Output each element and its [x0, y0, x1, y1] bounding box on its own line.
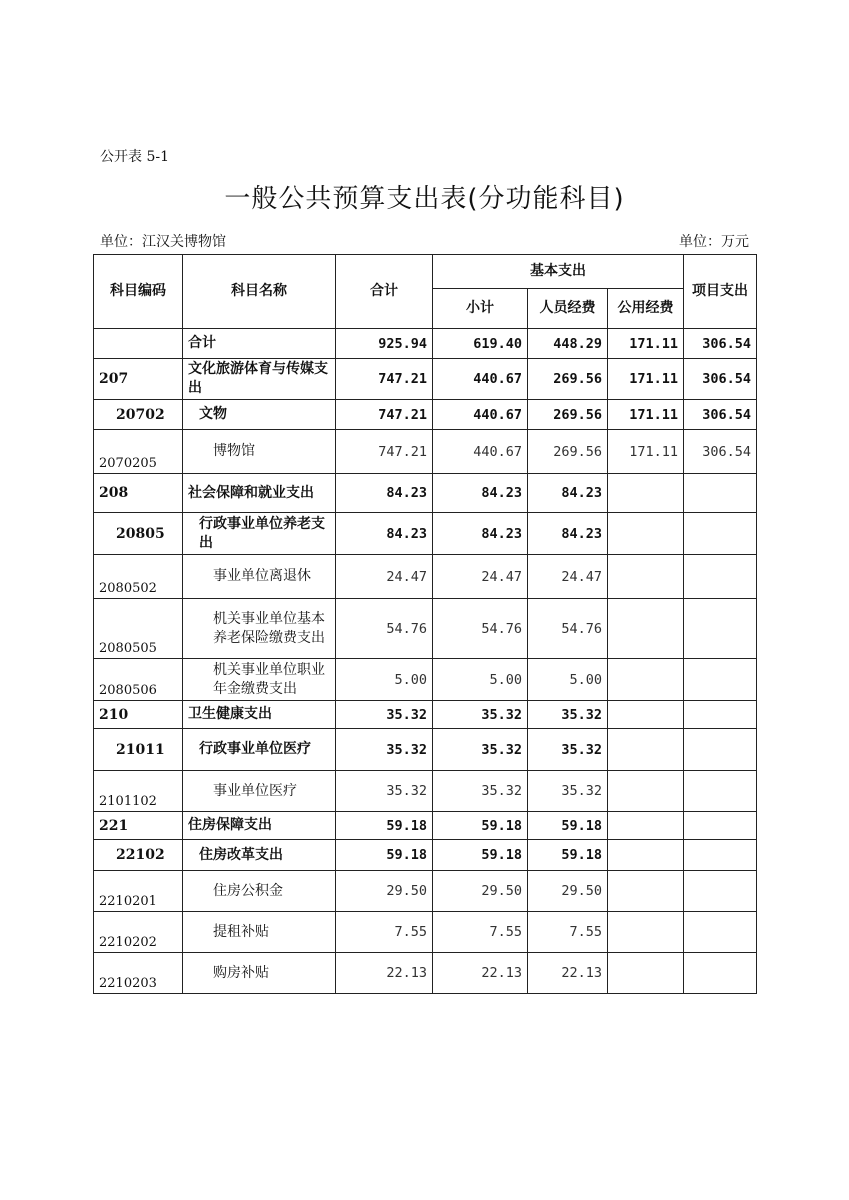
form-number: 公开表 5-1 [100, 149, 169, 165]
row-name: 行政事业单位医疗 [183, 729, 336, 771]
row-personnel: 269.56 [528, 359, 608, 400]
row-project [684, 729, 757, 771]
row-name: 事业单位离退休 [183, 555, 336, 599]
row-public [608, 729, 684, 771]
row-total: 5.00 [336, 659, 433, 701]
row-personnel: 7.55 [528, 912, 608, 953]
row-name: 住房改革支出 [183, 840, 336, 871]
row-personnel: 29.50 [528, 871, 608, 912]
col-header-project: 项目支出 [684, 255, 757, 329]
table-header [94, 255, 757, 329]
row-total: 925.94 [336, 329, 433, 359]
row-total: 59.18 [336, 812, 433, 840]
row-name: 博物馆 [183, 430, 336, 474]
row-total: 7.55 [336, 912, 433, 953]
row-personnel: 5.00 [528, 659, 608, 701]
table-row [94, 812, 757, 840]
row-code: 2070205 [94, 430, 183, 474]
table-row [94, 871, 757, 912]
table-row [94, 474, 757, 513]
row-personnel: 35.32 [528, 729, 608, 771]
row-name: 住房公积金 [183, 871, 336, 912]
table-row [94, 701, 757, 729]
row-personnel: 24.47 [528, 555, 608, 599]
row-subtotal: 84.23 [433, 513, 528, 555]
row-name: 文物 [183, 400, 336, 430]
row-personnel: 448.29 [528, 329, 608, 359]
row-personnel: 35.32 [528, 701, 608, 729]
row-project: 306.54 [684, 359, 757, 400]
row-subtotal: 35.32 [433, 771, 528, 812]
row-code: 2080502 [94, 555, 183, 599]
row-personnel: 35.32 [528, 771, 608, 812]
table-body [94, 329, 757, 994]
row-personnel: 22.13 [528, 953, 608, 994]
page-title: 一般公共预算支出表(分功能科目) [224, 184, 625, 214]
row-code: 2210201 [94, 871, 183, 912]
row-code [94, 329, 183, 359]
col-header-code: 科目编码 [94, 255, 183, 329]
row-subtotal: 59.18 [433, 812, 528, 840]
row-subtotal: 59.18 [433, 840, 528, 871]
row-personnel: 269.56 [528, 400, 608, 430]
row-subtotal: 54.76 [433, 599, 528, 659]
table-row [94, 400, 757, 430]
row-code: 2101102 [94, 771, 183, 812]
row-subtotal: 29.50 [433, 871, 528, 912]
row-project [684, 771, 757, 812]
table-row [94, 555, 757, 599]
row-code: 208 [94, 474, 183, 513]
row-public: 171.11 [608, 400, 684, 430]
row-code: 2210203 [94, 953, 183, 994]
row-project [684, 953, 757, 994]
row-public [608, 812, 684, 840]
row-public: 171.11 [608, 430, 684, 474]
row-public [608, 912, 684, 953]
col-header-total: 合计 [336, 255, 433, 329]
row-name: 行政事业单位养老支出 [183, 513, 336, 555]
row-project [684, 599, 757, 659]
row-code: 22102 [94, 840, 183, 871]
row-subtotal: 22.13 [433, 953, 528, 994]
table-row [94, 771, 757, 812]
table-row [94, 912, 757, 953]
col-header-public: 公用经费 [608, 289, 684, 329]
row-public [608, 513, 684, 555]
col-header-basic: 基本支出 [433, 255, 684, 289]
row-name: 社会保障和就业支出 [183, 474, 336, 513]
row-personnel: 84.23 [528, 513, 608, 555]
row-project: 306.54 [684, 430, 757, 474]
row-total: 84.23 [336, 513, 433, 555]
row-total: 747.21 [336, 400, 433, 430]
row-public [608, 771, 684, 812]
row-subtotal: 619.40 [433, 329, 528, 359]
table-row [94, 513, 757, 555]
row-code: 210 [94, 701, 183, 729]
row-name: 提租补贴 [183, 912, 336, 953]
table-row [94, 599, 757, 659]
row-project [684, 840, 757, 871]
row-name: 住房保障支出 [183, 812, 336, 840]
row-project [684, 871, 757, 912]
row-total: 35.32 [336, 771, 433, 812]
row-name: 文化旅游体育与传媒支出 [183, 359, 336, 400]
row-total: 35.32 [336, 701, 433, 729]
row-name: 卫生健康支出 [183, 701, 336, 729]
row-personnel: 59.18 [528, 812, 608, 840]
row-name: 机关事业单位职业年金缴费支出 [183, 659, 336, 701]
row-project: 306.54 [684, 400, 757, 430]
row-subtotal: 35.32 [433, 701, 528, 729]
budget-table [93, 254, 757, 994]
row-code: 2080505 [94, 599, 183, 659]
row-project: 306.54 [684, 329, 757, 359]
row-subtotal: 5.00 [433, 659, 528, 701]
unit-organization: 单位：江汉关博物馆 [100, 234, 226, 250]
table-row [94, 953, 757, 994]
row-public [608, 840, 684, 871]
row-public: 171.11 [608, 359, 684, 400]
col-header-subtotal: 小计 [433, 289, 528, 329]
table-row [94, 329, 757, 359]
row-subtotal: 35.32 [433, 729, 528, 771]
row-project [684, 555, 757, 599]
row-code: 2080506 [94, 659, 183, 701]
row-code: 207 [94, 359, 183, 400]
row-subtotal: 440.67 [433, 400, 528, 430]
row-code: 221 [94, 812, 183, 840]
row-personnel: 84.23 [528, 474, 608, 513]
row-name: 事业单位医疗 [183, 771, 336, 812]
row-name: 购房补贴 [183, 953, 336, 994]
row-subtotal: 84.23 [433, 474, 528, 513]
col-header-name: 科目名称 [183, 255, 336, 329]
row-total: 747.21 [336, 430, 433, 474]
row-public [608, 953, 684, 994]
row-project [684, 513, 757, 555]
row-total: 35.32 [336, 729, 433, 771]
table-row [94, 729, 757, 771]
table-row [94, 359, 757, 400]
col-header-personnel: 人员经费 [528, 289, 608, 329]
row-project [684, 474, 757, 513]
row-public [608, 871, 684, 912]
row-public [608, 555, 684, 599]
table-row [94, 659, 757, 701]
row-personnel: 54.76 [528, 599, 608, 659]
row-total: 54.76 [336, 599, 433, 659]
row-subtotal: 440.67 [433, 359, 528, 400]
row-public [608, 659, 684, 701]
row-subtotal: 7.55 [433, 912, 528, 953]
table-row [94, 840, 757, 871]
row-project [684, 912, 757, 953]
row-subtotal: 440.67 [433, 430, 528, 474]
row-code: 21011 [94, 729, 183, 771]
row-name: 合计 [183, 329, 336, 359]
row-project [684, 812, 757, 840]
row-project [684, 701, 757, 729]
row-total: 24.47 [336, 555, 433, 599]
row-public [608, 599, 684, 659]
row-code: 20702 [94, 400, 183, 430]
row-total: 59.18 [336, 840, 433, 871]
unit-currency: 单位：万元 [679, 234, 749, 250]
row-project [684, 659, 757, 701]
row-total: 22.13 [336, 953, 433, 994]
row-personnel: 269.56 [528, 430, 608, 474]
row-subtotal: 24.47 [433, 555, 528, 599]
row-public [608, 474, 684, 513]
table-row [94, 430, 757, 474]
row-public: 171.11 [608, 329, 684, 359]
row-code: 2210202 [94, 912, 183, 953]
row-total: 84.23 [336, 474, 433, 513]
row-public [608, 701, 684, 729]
row-personnel: 59.18 [528, 840, 608, 871]
row-total: 747.21 [336, 359, 433, 400]
row-total: 29.50 [336, 871, 433, 912]
row-code: 20805 [94, 513, 183, 555]
row-name: 机关事业单位基本养老保险缴费支出 [183, 599, 336, 659]
